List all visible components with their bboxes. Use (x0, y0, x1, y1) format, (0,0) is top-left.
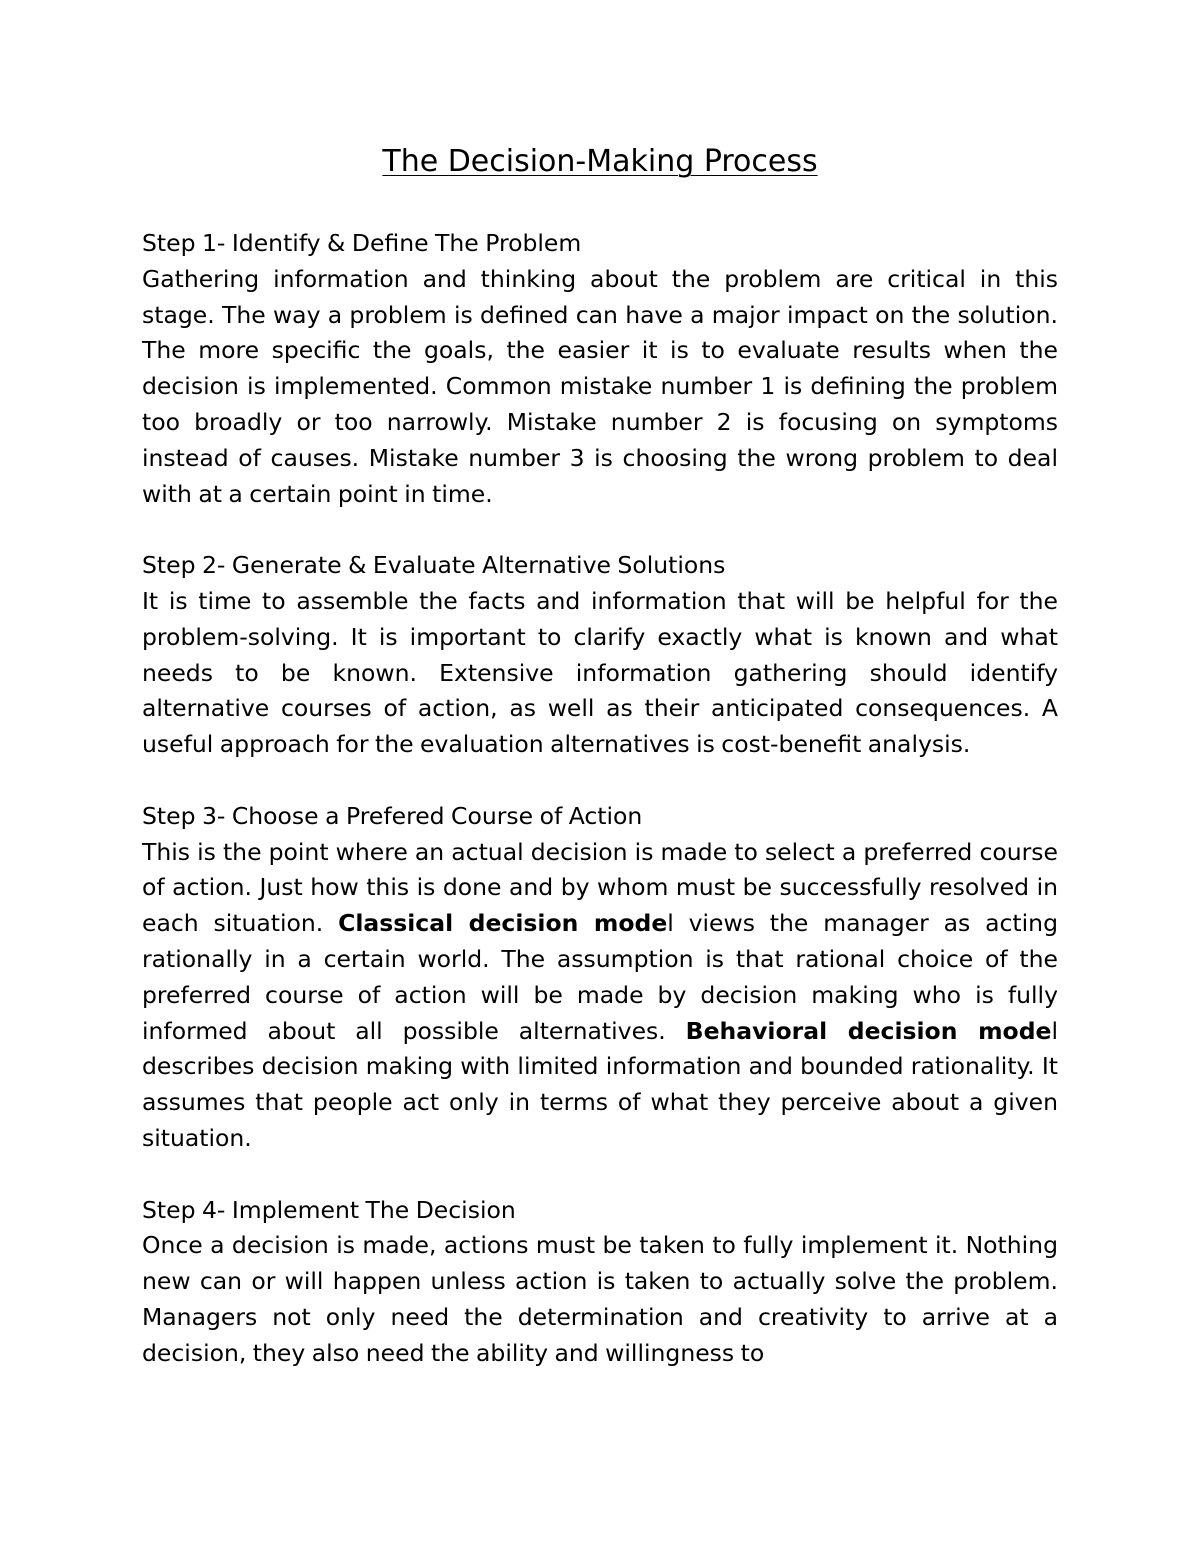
step-2-heading: Step 2- Generate & Evaluate Alternative Solutions (142, 551, 726, 580)
step-3-text (142, 835, 1058, 1157)
step-3-text-part-3: l describes decision making with limited information and bounded rationality. It assumes that people act only in terms of what they perceive about a given situation. (142, 1016, 1058, 1152)
step-1-heading: Step 1- Identify & Define The Problem (142, 229, 582, 257)
document-title: The Decision-Making Process (382, 144, 818, 179)
step-3-section (142, 799, 1058, 1157)
step-1-section (142, 226, 1058, 512)
step-4-heading: Step 4- Implement The Decision (142, 1195, 516, 1224)
step-2-text: It is time to assemble the facts and information that will be helpful for the problem-solving. It is important to clarify exactly what is known and what needs to be known. Extensive information gathering should identify alternative courses of action, as well as their anticipated consequences. A useful approach for the evaluation alternatives is cost-benefit analysis. (142, 586, 1058, 759)
step-3-text-part-2: l views the manager as acting rationally in a certain world. The assumption is that rational choice of the preferred course of action will be made by decision making who is fully informed about all possible alternatives. (142, 909, 1058, 1045)
step-2-section (142, 548, 1058, 763)
step-4-section (142, 1193, 1058, 1372)
document-body (142, 226, 1058, 1407)
classical-decision-model-term: Classical decision mode (338, 909, 668, 938)
step-1-text: Gathering information and thinking about the problem are critical in this stage. The way a problem is defined can have a major impact on the solution. The more specific the goals, the easier it is to evaluate results when the decision is implemented. Common mistake number 1 is defining the problem too broadly or too narrowly. Mistake number 2 is focusing on symptoms instead of causes. Mistake number 3 is choosing the wrong problem to deal with at a certain point in time. (142, 264, 1058, 508)
behavioral-decision-model-term: Behavioral decision mode (685, 1016, 1052, 1045)
step-3-heading: Step 3- Choose a Prefered Course of Action (142, 801, 643, 830)
step-3-text-part-1: This is the point where an actual decision is made to select a preferred course of action. Just how this is done and by whom must be successfully resolved in each situation. (142, 837, 1058, 938)
step-4-text: Once a decision is made, actions must be taken to fully implement it. Nothing new can or will happen unless action is taken to actually solve the problem. Managers not only need the determination and creativity to arrive at a decision, they also need the ability and willingness to (142, 1231, 1058, 1367)
